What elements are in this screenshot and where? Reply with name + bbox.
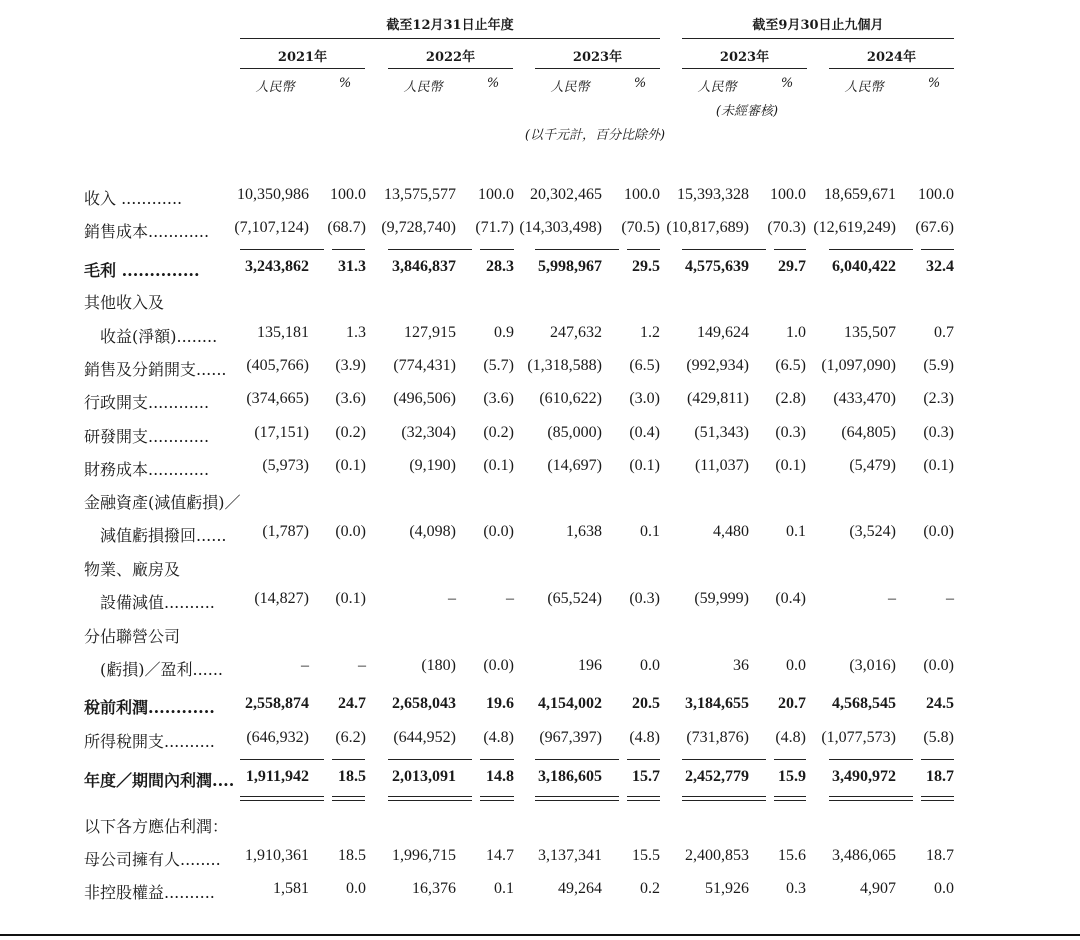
unit-rmb: 人民幣 (844, 80, 884, 95)
total-double-rule (627, 796, 660, 797)
row-label: 減值虧損撥回...... (84, 526, 227, 545)
percent-cell: – (358, 657, 366, 674)
percent-cell: 0.7 (934, 324, 954, 341)
amount-cell: (644,952) (393, 729, 456, 746)
amount-cell: (646,932) (246, 729, 309, 746)
total-double-rule (682, 796, 766, 797)
subtotal-rule (240, 249, 324, 250)
percent-cell: (0.1) (629, 457, 660, 474)
row-label: 以下各方應佔利潤： (84, 817, 229, 836)
total-double-rule (921, 796, 954, 797)
row-label: 物業、廠房及 (84, 560, 181, 579)
row-label: 母公司擁有人........ (84, 850, 221, 869)
unit-pct: % (486, 76, 500, 91)
unit-rmb: 人民幣 (697, 80, 737, 95)
total-double-rule (829, 796, 913, 797)
amount-cell: (1,097,090) (821, 357, 896, 374)
amount-cell: – (888, 590, 896, 607)
percent-cell: 1.2 (640, 324, 660, 341)
amount-cell: (5,973) (262, 457, 309, 474)
amount-cell: 1,911,942 (245, 768, 309, 785)
amount-cell: 4,575,639 (685, 258, 749, 275)
percent-cell: (68.7) (327, 219, 366, 236)
percent-cell: (4.8) (483, 729, 514, 746)
year-2023-heading: 2023年 (572, 50, 623, 65)
total-double-rule (535, 800, 619, 801)
percent-cell: 0.0 (934, 880, 954, 897)
amount-cell: 6,040,422 (832, 258, 896, 275)
percent-cell: 18.5 (338, 768, 366, 785)
percent-cell: (67.6) (915, 219, 954, 236)
percent-cell: (3.9) (335, 357, 366, 374)
row-label: 金融資產(減值虧損)／ (84, 493, 241, 512)
amount-cell: 3,486,065 (832, 847, 896, 864)
subtotal-rule (921, 759, 954, 760)
subtotal-rule (829, 249, 913, 250)
subtotal-rule (627, 249, 660, 250)
unit-pct: % (633, 76, 647, 91)
amount-cell: (64,805) (841, 424, 896, 441)
year-2021-heading: 2021年 (277, 50, 328, 65)
amount-cell: 196 (578, 657, 602, 674)
percent-cell: 100.0 (918, 186, 954, 203)
amount-cell: 127,915 (404, 324, 456, 341)
subtotal-rule (535, 759, 619, 760)
percent-cell: 24.5 (926, 695, 954, 712)
subtotal-rule (535, 249, 619, 250)
percent-cell: – (946, 590, 954, 607)
percent-cell: (0.3) (923, 424, 954, 441)
percent-cell: 1.3 (346, 324, 366, 341)
page-bottom-border (0, 934, 1080, 936)
subtotal-rule (682, 249, 766, 250)
year-underline (240, 68, 365, 69)
subtotal-rule (388, 249, 472, 250)
row-label: 設備減值.......... (84, 593, 215, 612)
percent-cell: 19.6 (486, 695, 514, 712)
percent-cell: 15.7 (632, 768, 660, 785)
subtotal-rule (627, 759, 660, 760)
unit-pct: % (338, 76, 352, 91)
total-double-rule (332, 796, 365, 797)
percent-cell: (6.5) (629, 357, 660, 374)
amount-cell: (3,016) (849, 657, 896, 674)
percent-cell: 18.7 (926, 768, 954, 785)
amount-cell: 2,452,779 (685, 768, 749, 785)
percent-cell: (0.1) (335, 457, 366, 474)
amount-cell: – (448, 590, 456, 607)
row-label: 銷售成本............ (84, 222, 210, 241)
amount-cell: 135,507 (844, 324, 896, 341)
percent-cell: (5.7) (483, 357, 514, 374)
amount-cell: 135,181 (257, 324, 309, 341)
amount-cell: (3,524) (849, 523, 896, 540)
row-label: 研發開支............ (84, 427, 210, 446)
amount-cell: 3,490,972 (832, 768, 896, 785)
year-2023-nine-heading: 2023年 (719, 50, 770, 65)
year-2024-heading: 2024年 (866, 50, 917, 65)
percent-cell: (70.5) (621, 219, 660, 236)
percent-cell: 31.3 (338, 258, 366, 275)
amount-cell: 20,302,465 (530, 186, 602, 203)
unaudited-note: (未經審核) (715, 104, 779, 119)
amount-cell: (180) (421, 657, 456, 674)
percent-cell: 15.5 (632, 847, 660, 864)
amount-cell: (51,343) (694, 424, 749, 441)
subtotal-rule (921, 249, 954, 250)
percent-cell: (0.0) (923, 523, 954, 540)
row-label: 非控股權益.......... (84, 883, 215, 902)
amount-cell: 36 (733, 657, 749, 674)
total-double-rule (332, 800, 365, 801)
amount-cell: (17,151) (254, 424, 309, 441)
percent-cell: 1.0 (786, 324, 806, 341)
amount-cell: (496,506) (393, 390, 456, 407)
amount-cell: (433,470) (833, 390, 896, 407)
total-double-rule (480, 796, 514, 797)
percent-cell: (0.1) (335, 590, 366, 607)
percent-cell: (6.5) (775, 357, 806, 374)
total-double-rule (774, 800, 806, 801)
percent-cell: (0.0) (483, 657, 514, 674)
year-underline (829, 68, 954, 69)
amount-cell: (774,431) (393, 357, 456, 374)
percent-cell: (3.6) (335, 390, 366, 407)
total-double-rule (682, 800, 766, 801)
amount-cell: 51,926 (705, 880, 749, 897)
total-double-rule (774, 796, 806, 797)
amount-cell: (967,397) (539, 729, 602, 746)
percent-cell: 0.0 (346, 880, 366, 897)
percent-cell: (5.9) (923, 357, 954, 374)
amount-cell: (14,827) (254, 590, 309, 607)
amount-cell: 10,350,986 (237, 186, 309, 203)
percent-cell: 0.1 (494, 880, 514, 897)
percent-cell: 0.9 (494, 324, 514, 341)
percent-cell: 32.4 (926, 258, 954, 275)
amount-cell: 13,575,577 (384, 186, 456, 203)
year-underline (682, 68, 807, 69)
amount-cell: 2,400,853 (685, 847, 749, 864)
total-double-rule (480, 800, 514, 801)
percent-cell: (0.4) (775, 590, 806, 607)
percent-cell: 29.5 (632, 258, 660, 275)
percent-cell: (0.1) (775, 457, 806, 474)
amount-cell: (1,077,573) (821, 729, 896, 746)
year-2022-heading: 2022年 (425, 50, 476, 65)
row-label: 稅前利潤............ (84, 698, 215, 717)
subtotal-rule (388, 759, 472, 760)
percent-cell: 20.5 (632, 695, 660, 712)
percent-cell: 100.0 (624, 186, 660, 203)
percent-cell: 14.7 (486, 847, 514, 864)
percent-cell: 28.3 (486, 258, 514, 275)
amount-cell: (5,479) (849, 457, 896, 474)
percent-cell: (0.0) (923, 657, 954, 674)
amount-cell: 15,393,328 (677, 186, 749, 203)
amount-cell: (85,000) (547, 424, 602, 441)
percent-cell: (0.0) (483, 523, 514, 540)
subtotal-rule (332, 759, 365, 760)
total-double-rule (535, 796, 619, 797)
amount-cell: – (301, 657, 309, 674)
total-double-rule (240, 796, 324, 797)
percent-cell: (0.3) (629, 590, 660, 607)
amount-cell: (14,697) (547, 457, 602, 474)
percent-cell: (3.6) (483, 390, 514, 407)
year-underline (388, 68, 513, 69)
amount-cell: 3,846,837 (392, 258, 456, 275)
row-label: 財務成本............ (84, 460, 210, 479)
amount-cell: 2,658,043 (392, 695, 456, 712)
amount-cell: (32,304) (401, 424, 456, 441)
amount-cell: 4,568,545 (832, 695, 896, 712)
amount-cell: 3,184,655 (685, 695, 749, 712)
subtotal-rule (829, 759, 913, 760)
subtotal-rule (480, 759, 514, 760)
row-label: 收入 ............ (84, 189, 183, 208)
row-label: 毛利 .............. (84, 261, 200, 280)
row-label: (虧損)／盈利...... (84, 660, 224, 679)
total-double-rule (240, 800, 324, 801)
percent-cell: (2.3) (923, 390, 954, 407)
amount-cell: (405,766) (246, 357, 309, 374)
header-fiscal-year-group: 截至12月31日止年度 (386, 18, 514, 33)
amount-cell: 1,996,715 (392, 847, 456, 864)
amount-cell: 2,558,874 (245, 695, 309, 712)
amount-cell: (10,817,689) (666, 219, 749, 236)
amount-cell: (14,303,498) (519, 219, 602, 236)
amount-cell: (992,934) (686, 357, 749, 374)
percent-cell: (0.3) (775, 424, 806, 441)
amount-cell: (9,190) (409, 457, 456, 474)
percent-cell: 14.8 (486, 768, 514, 785)
total-double-rule (627, 800, 660, 801)
amount-cell: (429,811) (686, 390, 749, 407)
subtotal-rule (480, 249, 514, 250)
amount-cell: (9,728,740) (381, 219, 456, 236)
percent-cell: (5.8) (923, 729, 954, 746)
year-underline (535, 68, 660, 69)
total-double-rule (388, 796, 472, 797)
amount-cell: (1,318,588) (527, 357, 602, 374)
amount-cell: (610,622) (539, 390, 602, 407)
subtotal-rule (774, 759, 806, 760)
row-label: 銷售及分銷開支...... (84, 360, 227, 379)
amount-cell: (59,999) (694, 590, 749, 607)
row-label: 所得稅開支.......... (84, 732, 215, 751)
percent-cell: (4.8) (629, 729, 660, 746)
amount-cell: 49,264 (558, 880, 602, 897)
unit-pct: % (927, 76, 941, 91)
amount-cell: 149,624 (697, 324, 749, 341)
amount-cell: 5,998,967 (538, 258, 602, 275)
amount-cell: 2,013,091 (392, 768, 456, 785)
amount-cell: 4,480 (713, 523, 749, 540)
percent-cell: (0.1) (923, 457, 954, 474)
total-double-rule (921, 800, 954, 801)
percent-cell: (71.7) (475, 219, 514, 236)
percent-cell: 0.3 (786, 880, 806, 897)
amount-cell: 3,186,605 (538, 768, 602, 785)
percent-cell: (0.1) (483, 457, 514, 474)
percent-cell: 0.1 (786, 523, 806, 540)
amount-cell: 4,154,002 (538, 695, 602, 712)
subtotal-rule (332, 249, 365, 250)
percent-cell: 24.7 (338, 695, 366, 712)
percent-cell: 0.1 (640, 523, 660, 540)
amount-cell: (7,107,124) (234, 219, 309, 236)
header-divider-year (240, 38, 660, 39)
subtotal-rule (774, 249, 806, 250)
subtotal-rule (240, 759, 324, 760)
percent-cell: (0.0) (335, 523, 366, 540)
amount-cell: 4,907 (860, 880, 896, 897)
header-nine-month-group: 截至9月30日止九個月 (752, 18, 884, 33)
percent-cell: (3.0) (629, 390, 660, 407)
row-label: 其他收入及 (84, 293, 165, 312)
amount-cell: (731,876) (686, 729, 749, 746)
percent-cell: 0.0 (786, 657, 806, 674)
amount-cell: (65,524) (547, 590, 602, 607)
row-label: 行政開支............ (84, 393, 210, 412)
total-double-rule (388, 800, 472, 801)
row-label: 年度／期間內利潤.... (84, 771, 235, 790)
percent-cell: 29.7 (778, 258, 806, 275)
percent-cell: 18.7 (926, 847, 954, 864)
percent-cell: 15.9 (778, 768, 806, 785)
percent-cell: 100.0 (478, 186, 514, 203)
percent-cell: 20.7 (778, 695, 806, 712)
percent-cell: (0.2) (335, 424, 366, 441)
amount-cell: 16,376 (412, 880, 456, 897)
amount-cell: 3,137,341 (538, 847, 602, 864)
header-divider-nine (682, 38, 954, 39)
percent-cell: 0.0 (640, 657, 660, 674)
unit-rmb: 人民幣 (255, 80, 295, 95)
subtotal-rule (682, 759, 766, 760)
unit-rmb: 人民幣 (403, 80, 443, 95)
amount-cell: (1,787) (262, 523, 309, 540)
amount-cell: (374,665) (246, 390, 309, 407)
amount-cell: 3,243,862 (245, 258, 309, 275)
percent-cell: (70.3) (767, 219, 806, 236)
amount-cell: 1,638 (566, 523, 602, 540)
amount-cell: (4,098) (409, 523, 456, 540)
amount-cell: 1,581 (273, 880, 309, 897)
percent-cell: (0.2) (483, 424, 514, 441)
percent-cell: (6.2) (335, 729, 366, 746)
amount-cell: 18,659,671 (824, 186, 896, 203)
percent-cell: (4.8) (775, 729, 806, 746)
percent-cell: 100.0 (330, 186, 366, 203)
amount-cell: 1,910,361 (245, 847, 309, 864)
row-label: 收益(淨額)........ (84, 327, 218, 346)
amount-cell: (11,037) (694, 457, 749, 474)
unit-note: (以千元計，百分比除外) (524, 128, 666, 143)
row-label: 分佔聯營公司 (84, 627, 181, 646)
percent-cell: 0.2 (640, 880, 660, 897)
percent-cell: 15.6 (778, 847, 806, 864)
percent-cell: (2.8) (775, 390, 806, 407)
unit-rmb: 人民幣 (550, 80, 590, 95)
percent-cell: (0.4) (629, 424, 660, 441)
unit-pct: % (780, 76, 794, 91)
total-double-rule (829, 800, 913, 801)
amount-cell: (12,619,249) (813, 219, 896, 236)
percent-cell: – (506, 590, 514, 607)
amount-cell: 247,632 (550, 324, 602, 341)
percent-cell: 18.5 (338, 847, 366, 864)
percent-cell: 100.0 (770, 186, 806, 203)
